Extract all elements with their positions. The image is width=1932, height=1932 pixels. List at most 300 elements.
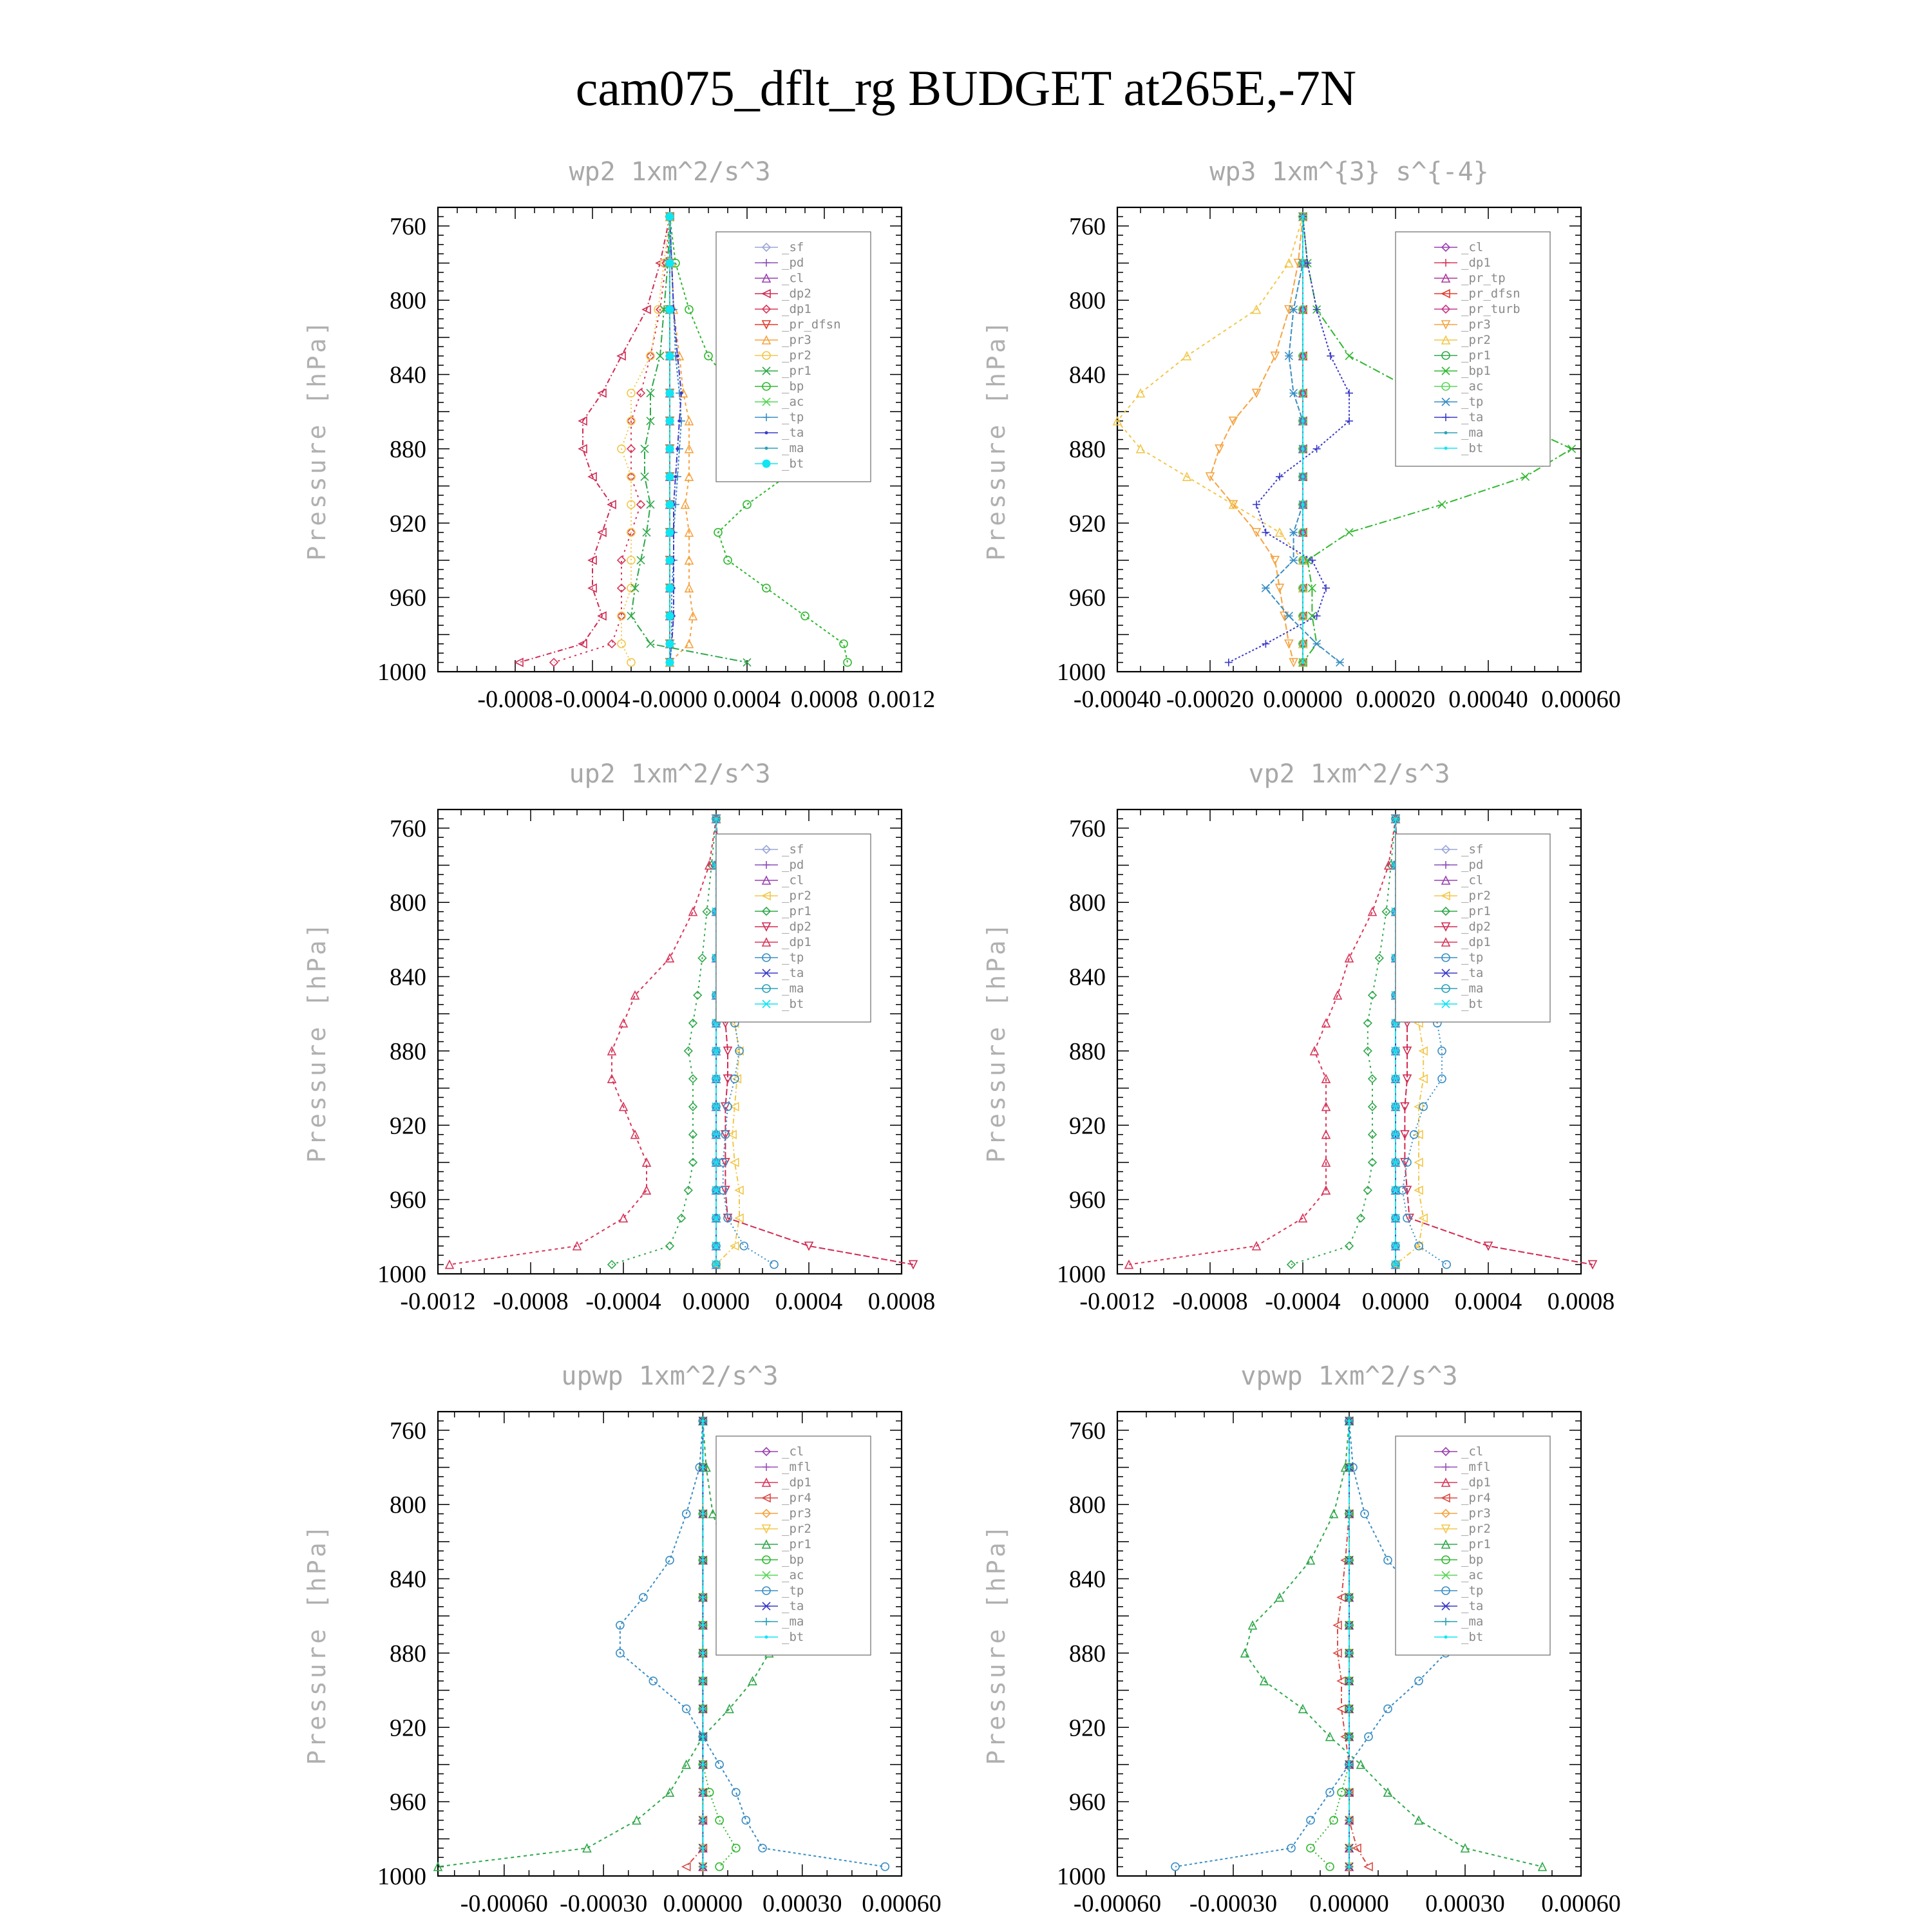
data-point [627, 659, 635, 667]
legend [1396, 1436, 1550, 1655]
x-tick-label: 0.00020 [1356, 686, 1435, 713]
data-point [666, 500, 674, 508]
y-axis-label: Pressure [hPa] [303, 1522, 331, 1765]
y-tick-label: 880 [390, 1640, 426, 1667]
legend-label: _ma [1461, 981, 1484, 996]
legend-marker [765, 431, 768, 435]
y-tick-label: 880 [1069, 1037, 1106, 1065]
series-line-pr2 [1117, 216, 1303, 662]
y-tick-label: 880 [390, 1037, 426, 1065]
series-bt [701, 1419, 705, 1868]
x-tick-label: -0.0004 [585, 1288, 661, 1315]
x-tick-label: -0.00030 [560, 1890, 648, 1917]
data-point [689, 908, 697, 916]
data-point [1302, 354, 1305, 357]
data-point [1215, 445, 1223, 453]
data-point [1345, 389, 1353, 397]
data-point [1368, 908, 1376, 916]
data-point [740, 1242, 748, 1250]
y-axis-label: Pressure [hPa] [982, 1522, 1010, 1765]
data-point [666, 260, 674, 267]
legend-label: _bt [1461, 441, 1484, 455]
data-point [666, 529, 674, 536]
data-point [1262, 640, 1269, 648]
panel-vp2 [982, 759, 1615, 1315]
x-tick-label: -0.0004 [1265, 1288, 1341, 1315]
y-axis-label: Pressure [hPa] [982, 318, 1010, 561]
data-point [1308, 556, 1316, 564]
data-point [701, 1819, 705, 1822]
y-axis-label: Pressure [hPa] [303, 920, 331, 1163]
y-tick-label: 1000 [377, 659, 426, 686]
series-pr3 [1206, 213, 1307, 666]
y-tick-label: 880 [390, 435, 426, 463]
legend-label: _pd [782, 858, 804, 872]
legend-label: _pr3 [782, 1506, 811, 1520]
x-tick-label: 0.00000 [663, 1890, 743, 1917]
data-point [608, 640, 616, 648]
x-tick-label: 0.0008 [867, 1288, 936, 1315]
legend-label: _cl [782, 873, 804, 887]
data-point [1290, 556, 1298, 564]
legend-label: _pr_dfsn [1461, 287, 1520, 301]
series-line-pr1 [1291, 819, 1396, 1264]
data-point [680, 392, 683, 395]
legend-label: _ac [782, 395, 804, 409]
legend-label: _mfl [782, 1460, 811, 1474]
data-point [1348, 1846, 1351, 1850]
data-point [701, 1512, 705, 1515]
legend-label: _tp [1461, 951, 1484, 965]
legend-label: _dp2 [782, 287, 811, 301]
panel-upwp [303, 1361, 942, 1917]
data-point [701, 1763, 705, 1766]
data-point [1307, 1816, 1314, 1824]
data-point [1262, 529, 1269, 536]
data-point [666, 445, 674, 453]
data-point [1302, 503, 1305, 506]
legend-label: _bt [1461, 1630, 1484, 1644]
x-tick-label: -0.00040 [1073, 686, 1162, 713]
legend-label: _bt [782, 997, 804, 1011]
y-tick-label: 920 [1069, 1112, 1106, 1140]
data-point [1302, 419, 1305, 422]
data-point [637, 389, 645, 397]
data-point [715, 1816, 723, 1824]
y-tick-label: 960 [1069, 584, 1106, 612]
legend-label: _dp1 [1461, 935, 1491, 949]
legend-label: _dp1 [1461, 256, 1491, 270]
data-point [674, 475, 677, 478]
legend-label: _pr1 [1461, 348, 1491, 363]
x-tick-label: -0.00060 [460, 1890, 548, 1917]
data-point [666, 473, 674, 480]
legend-label: _pd [1461, 858, 1484, 872]
data-point [685, 1047, 692, 1055]
data-point [666, 306, 674, 314]
series-line-bp [1311, 1421, 1349, 1866]
x-tick-label: 0.0000 [682, 1288, 750, 1315]
data-point [1348, 1558, 1351, 1562]
data-point [1302, 447, 1305, 450]
legend-label: _ac [1461, 379, 1484, 393]
legend [1396, 834, 1550, 1022]
legend-label: _pr2 [782, 1522, 811, 1536]
legend-label: _dp2 [782, 920, 811, 934]
legend-label: _dp1 [782, 1475, 811, 1490]
x-tick-label: 0.00030 [1425, 1890, 1505, 1917]
data-point [1357, 1214, 1365, 1222]
y-tick-label: 840 [390, 1566, 426, 1593]
data-point [1313, 445, 1321, 453]
data-point [1348, 1466, 1351, 1469]
data-point [770, 1261, 778, 1269]
x-tick-label: 0.00040 [1448, 686, 1528, 713]
data-point [1368, 1131, 1376, 1139]
y-tick-label: 800 [390, 889, 426, 917]
legend-label: _tp [1461, 1584, 1484, 1598]
series-line-pr3 [1210, 216, 1303, 662]
data-point [1330, 1510, 1338, 1518]
legend-label: _pr3 [1461, 1506, 1491, 1520]
data-point [1302, 531, 1305, 534]
legend-label: _pr2 [1461, 1522, 1491, 1536]
data-point [1327, 352, 1334, 360]
x-tick-label: -0.0008 [477, 686, 553, 713]
data-point [1271, 352, 1279, 360]
series-bt [1348, 1419, 1351, 1868]
legend-label: _ta [1461, 966, 1484, 980]
panel-wp2 [303, 157, 935, 713]
y-tick-label: 1000 [377, 1863, 426, 1890]
legend-label: _dp1 [1461, 1475, 1491, 1490]
x-tick-label: 0.0004 [775, 1288, 843, 1315]
data-point [1276, 473, 1283, 480]
legend-label: _pr1 [1461, 1537, 1491, 1551]
data-point [1345, 1242, 1353, 1250]
legend-label: _bt [782, 1630, 804, 1644]
x-tick-label: 0.00060 [1541, 1890, 1621, 1917]
data-point [742, 1816, 750, 1824]
data-point [676, 354, 679, 357]
x-tick-label: 0.0008 [790, 686, 858, 713]
y-tick-label: 1000 [377, 1261, 426, 1288]
legend-label: _ma [1461, 1615, 1484, 1629]
legend [716, 232, 871, 482]
data-point [701, 1680, 705, 1683]
data-point [649, 1677, 657, 1685]
data-point [701, 1419, 705, 1423]
panel-vpwp [982, 1361, 1621, 1917]
data-point [701, 1624, 705, 1627]
legend-label: _bp1 [1461, 364, 1491, 378]
data-point [715, 1863, 723, 1871]
data-point [701, 1735, 705, 1738]
data-point [1419, 1103, 1427, 1110]
data-point [1348, 1624, 1351, 1627]
data-point [1302, 475, 1305, 478]
data-point [1302, 261, 1305, 265]
data-point [666, 659, 674, 667]
data-point [1302, 614, 1305, 618]
y-tick-label: 760 [390, 815, 426, 842]
series-bp [1307, 1417, 1353, 1870]
x-tick-label: 0.0000 [1361, 1288, 1430, 1315]
data-point [666, 213, 674, 220]
data-point [678, 419, 681, 422]
panel-title: vpwp 1xm^2/s^3 [1240, 1361, 1458, 1391]
y-tick-label: 800 [1069, 889, 1106, 917]
data-point [1345, 529, 1353, 536]
data-point [1345, 417, 1353, 425]
legend-label: _pr_turb [1461, 302, 1520, 316]
legend-label: _ta [782, 966, 804, 980]
y-tick-label: 880 [1069, 1640, 1106, 1667]
data-point [666, 389, 674, 397]
data-point [1336, 659, 1344, 667]
data-point [1290, 389, 1298, 397]
y-axis-label: Pressure [hPa] [982, 920, 1010, 1163]
legend-label: _bt [1461, 997, 1484, 1011]
data-point [1225, 659, 1233, 667]
y-tick-label: 880 [1069, 435, 1106, 463]
data-point [1302, 308, 1305, 311]
data-point [666, 1557, 674, 1564]
data-point [666, 352, 674, 360]
data-point [1348, 1651, 1351, 1654]
data-point [1241, 1649, 1249, 1657]
data-point [1348, 1865, 1351, 1868]
legend-marker [765, 1636, 768, 1639]
legend-label: _ma [782, 1615, 804, 1629]
series-dp2 [515, 213, 674, 666]
data-point [1276, 529, 1283, 536]
series-line-pr2 [621, 216, 670, 662]
series-line-dp1 [1129, 819, 1396, 1264]
y-tick-label: 920 [390, 1112, 426, 1140]
series-line-tp [670, 216, 681, 662]
x-tick-label: 0.00060 [1541, 686, 1621, 713]
data-point [1302, 642, 1305, 645]
data-point [701, 1651, 705, 1654]
legend-label: _pr2 [782, 348, 811, 363]
data-point [1443, 1261, 1450, 1269]
x-tick-label: 0.00000 [1309, 1890, 1389, 1917]
data-point [666, 1242, 674, 1250]
data-point [701, 1865, 705, 1868]
series-line-pr1 [612, 819, 716, 1264]
legend-label: _ta [782, 1599, 804, 1613]
y-tick-label: 960 [390, 584, 426, 612]
legend-marker [762, 460, 770, 468]
y-tick-label: 800 [390, 1492, 426, 1519]
legend-label: _pd [782, 256, 804, 270]
legend-label: _ta [782, 426, 804, 440]
figure-title: cam075_dflt_rg BUDGET at265E,-7N [575, 60, 1357, 116]
series-pr3 [666, 213, 697, 666]
x-tick-label: 0.0004 [1454, 1288, 1522, 1315]
y-tick-label: 920 [390, 1714, 426, 1742]
series-line-pr4 [1338, 1421, 1368, 1866]
data-point [701, 1846, 705, 1850]
legend [1396, 232, 1550, 466]
data-point [1322, 1019, 1330, 1027]
legend-label: _pr1 [1461, 904, 1491, 918]
legend-label: _cl [1461, 240, 1484, 254]
data-point [715, 1761, 723, 1768]
panel-title: wp3 1xm^{3} s^{-4} [1209, 157, 1489, 187]
x-tick-label: 0.00000 [1263, 686, 1343, 713]
data-point [676, 447, 679, 450]
series-tp [666, 213, 685, 666]
legend-label: _sf [782, 842, 804, 857]
data-point [1285, 612, 1293, 620]
data-point [618, 556, 625, 564]
legend-label: _pr1 [782, 904, 811, 918]
legend-label: _ta [1461, 1599, 1484, 1613]
panel-title: wp2 1xm^2/s^3 [569, 157, 771, 187]
data-point [1348, 1512, 1351, 1515]
data-point [1302, 392, 1305, 395]
y-tick-label: 920 [1069, 510, 1106, 538]
data-point [1345, 954, 1353, 962]
legend [716, 834, 871, 1022]
data-point [666, 556, 674, 564]
data-point [618, 352, 625, 360]
legend-label: _pr4 [782, 1491, 811, 1505]
panel-title: vp2 1xm^2/s^3 [1248, 759, 1450, 789]
data-point [515, 659, 523, 667]
data-point [1348, 1819, 1351, 1822]
data-point [666, 584, 674, 592]
y-tick-label: 920 [390, 510, 426, 538]
y-tick-label: 760 [1069, 213, 1106, 240]
y-tick-label: 1000 [1057, 1261, 1106, 1288]
data-point [1348, 1735, 1351, 1738]
x-tick-label: -0.0000 [632, 686, 708, 713]
data-point [1348, 1419, 1351, 1423]
legend-label: _cl [1461, 1444, 1484, 1459]
data-point [1348, 1763, 1351, 1766]
legend-label: _pr2 [782, 889, 811, 903]
data-point [1438, 500, 1446, 508]
legend-label: _pr_tp [1461, 271, 1506, 285]
x-tick-label: -0.0008 [1172, 1288, 1248, 1315]
data-point [677, 1214, 685, 1222]
series-pr2 [1113, 213, 1307, 666]
series-pr2 [618, 213, 674, 666]
x-tick-label: -0.0012 [400, 1288, 476, 1315]
legend-marker [1444, 447, 1448, 450]
data-point [627, 584, 635, 592]
data-point [1330, 1816, 1338, 1824]
legend-label: _cl [782, 1444, 804, 1459]
legend-label: _bp [1461, 1553, 1484, 1567]
y-tick-label: 800 [1069, 1492, 1106, 1519]
legend-label: _bp [782, 1553, 804, 1567]
y-tick-label: 960 [390, 1186, 426, 1214]
x-tick-label: 0.0004 [713, 686, 781, 713]
data-point [637, 500, 645, 508]
series-dp1 [1125, 815, 1399, 1268]
data-point [631, 1131, 639, 1139]
y-tick-label: 760 [390, 1417, 426, 1444]
legend [716, 1436, 871, 1655]
x-tick-label: -0.00030 [1189, 1890, 1278, 1917]
data-point [1338, 1788, 1345, 1796]
legend-marker [765, 447, 768, 450]
legend-label: _tp [782, 951, 804, 965]
data-point [683, 1761, 690, 1768]
x-tick-label: -0.0004 [554, 686, 630, 713]
panel-title: upwp 1xm^2/s^3 [561, 1361, 779, 1391]
y-tick-label: 840 [390, 361, 426, 389]
series-dp1 [446, 815, 720, 1268]
data-point [1348, 1596, 1351, 1599]
data-point [701, 1791, 705, 1794]
legend-label: _cl [1461, 873, 1484, 887]
data-point [1348, 1707, 1351, 1710]
legend-label: _pr3 [1461, 317, 1491, 332]
data-point [1302, 587, 1305, 590]
data-point [1348, 1791, 1351, 1794]
legend-label: _mfl [1461, 1460, 1491, 1474]
data-point [732, 1844, 740, 1852]
panel-up2 [303, 759, 935, 1315]
legend-label: _pr_dfsn [782, 317, 841, 332]
legend-label: _tp [782, 410, 804, 424]
data-point [639, 1593, 647, 1601]
x-tick-label: -0.00020 [1166, 686, 1255, 713]
legend-label: _ma [1461, 426, 1484, 440]
data-point [620, 1019, 627, 1027]
data-point [801, 612, 809, 620]
data-point [701, 1558, 705, 1562]
y-tick-label: 1000 [1057, 659, 1106, 686]
legend-label: _pr2 [1461, 333, 1491, 347]
y-tick-label: 800 [1069, 287, 1106, 315]
legend-label: _bp [782, 379, 804, 393]
y-tick-label: 960 [390, 1788, 426, 1816]
legend-label: _cl [782, 271, 804, 285]
data-point [1345, 352, 1353, 360]
y-tick-label: 760 [1069, 815, 1106, 842]
data-point [1313, 612, 1321, 620]
legend-label: _sf [782, 240, 804, 254]
panel-title: up2 1xm^2/s^3 [569, 759, 771, 789]
y-tick-label: 1000 [1057, 1863, 1106, 1890]
x-tick-label: 0.0012 [867, 686, 936, 713]
data-point [1302, 558, 1305, 562]
legend-label: _ta [1461, 410, 1484, 424]
data-point [666, 640, 674, 648]
data-point [1285, 260, 1293, 267]
y-tick-label: 800 [390, 287, 426, 315]
y-tick-label: 960 [1069, 1186, 1106, 1214]
legend-label: _tp [1461, 395, 1484, 409]
data-point [743, 500, 751, 508]
data-point [618, 640, 625, 648]
data-point [1262, 584, 1269, 592]
series-line-dp1 [554, 216, 670, 662]
y-tick-label: 760 [1069, 1417, 1106, 1444]
x-tick-label: -0.0012 [1079, 1288, 1155, 1315]
panel-wp3 [982, 157, 1621, 713]
y-tick-label: 760 [390, 213, 426, 240]
x-tick-label: -0.00060 [1073, 1890, 1162, 1917]
data-point [1302, 215, 1305, 218]
legend-label: _tp [782, 1584, 804, 1598]
